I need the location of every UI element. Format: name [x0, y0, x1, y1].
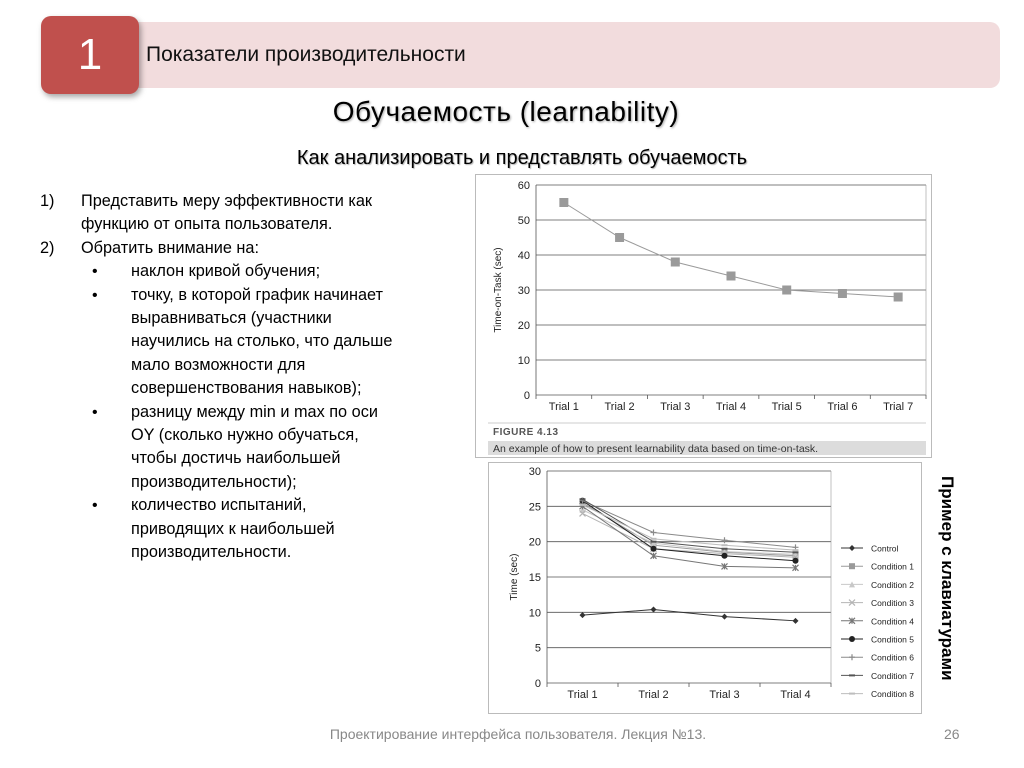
bullet-dot: • — [92, 403, 98, 421]
data-point — [838, 289, 847, 298]
list-marker: 2) — [40, 238, 55, 257]
x-tick-label: Trial 1 — [548, 401, 579, 413]
data-point — [651, 529, 657, 535]
x-tick-label: Trial 2 — [638, 689, 669, 701]
bullet-text: точку, в которой график начинает выравниваться (участники научились на столько, что дальше мало возможности для совершенствования навыков); — [131, 285, 393, 398]
y-tick-label: 30 — [528, 466, 541, 478]
bullet-text: количество испытаний, приводящих к наибольшей производительности. — [131, 496, 335, 562]
keyboard-conditions-chart-svg — [489, 463, 921, 713]
bullet-item — [40, 494, 400, 564]
y-tick-label: 10 — [517, 355, 530, 367]
page-number: 26 — [944, 726, 960, 742]
legend-label: Condition 6 — [871, 652, 915, 663]
vertical-caption — [929, 476, 969, 686]
list-item-text: Обратить внимание на: — [81, 238, 259, 257]
bullet-item — [40, 401, 400, 495]
data-point — [793, 551, 799, 553]
legend-label: Condition 5 — [871, 634, 915, 645]
keyboard-conditions-chart — [488, 462, 922, 714]
section-title: Показатели производительности — [146, 43, 466, 66]
y-tick-label: 0 — [523, 390, 530, 402]
data-point — [651, 546, 657, 552]
data-point — [651, 538, 657, 540]
list-marker: 1) — [40, 192, 55, 210]
data-point — [651, 607, 657, 613]
y-tick-label: 50 — [517, 215, 530, 227]
y-axis-label: Time-on-Task (sec) — [493, 247, 504, 333]
legend-marker — [849, 674, 855, 676]
legend-marker — [849, 545, 855, 551]
y-axis-label: Time (sec) — [509, 553, 520, 601]
data-point — [580, 612, 586, 618]
series-line — [583, 610, 796, 621]
data-point — [894, 293, 903, 302]
list-item — [40, 237, 400, 260]
y-tick-label: 15 — [528, 572, 541, 584]
data-point — [727, 272, 736, 281]
data-point — [580, 504, 586, 506]
learnability-chart-svg — [476, 175, 931, 457]
y-tick-label: 10 — [528, 607, 541, 620]
y-tick-label: 0 — [534, 678, 541, 690]
x-tick-label: Trial 4 — [780, 689, 811, 701]
legend-marker — [849, 636, 855, 642]
data-point — [722, 537, 728, 543]
x-tick-label: Trial 2 — [604, 401, 635, 413]
learnability-chart — [475, 174, 932, 458]
legend-marker — [849, 654, 855, 660]
data-point — [722, 614, 728, 620]
slide-subtitle: Как анализировать и представлять обучаемость — [296, 147, 748, 169]
data-point — [722, 544, 728, 546]
y-tick-label: 20 — [528, 536, 541, 549]
legend-label: Condition 8 — [871, 689, 915, 700]
data-point — [559, 198, 568, 207]
x-tick-label: Trial 4 — [715, 401, 747, 413]
legend-label: Condition 3 — [871, 598, 915, 609]
series-line — [564, 203, 898, 298]
data-point — [671, 258, 680, 267]
data-point — [651, 541, 657, 543]
y-tick-label: 40 — [517, 250, 530, 262]
y-tick-label: 30 — [517, 285, 530, 297]
y-tick-label: 5 — [534, 642, 541, 655]
data-point — [793, 558, 799, 564]
bullet-dot: • — [92, 497, 98, 515]
x-tick-label: Trial 3 — [660, 401, 691, 413]
footer-text: Проектирование интерфейса пользователя. Лекция №13. — [329, 726, 707, 742]
x-tick-label: Trial 3 — [709, 689, 740, 701]
vertical-caption-text: Пример с клавиатурами — [938, 476, 957, 681]
y-tick-label: 20 — [517, 320, 530, 332]
slide-number-badge: 1 — [41, 16, 139, 94]
x-tick-label: Trial 5 — [771, 401, 802, 413]
list-item-text: Представить меру эффективности как функцию от опыта пользователя. — [81, 192, 372, 234]
data-point — [793, 549, 799, 551]
legend-label: Condition 4 — [871, 616, 915, 627]
series-line — [583, 501, 796, 548]
figure-label: FIGURE 4.13 — [493, 427, 559, 438]
data-point — [782, 286, 791, 295]
bullet-item — [40, 260, 400, 283]
legend-label: Condition 2 — [871, 579, 915, 590]
x-tick-label: Trial 6 — [827, 401, 858, 413]
series-line — [583, 501, 796, 561]
body-text — [40, 190, 400, 565]
legend-label: Condition 7 — [871, 670, 915, 681]
series-line — [583, 505, 796, 550]
bullet-item — [40, 284, 400, 401]
bullet-text: разницу между min и max по оси OY (сколько нужно обучаться, чтобы достичь наибольшей производительности); — [131, 402, 378, 491]
data-point — [580, 498, 586, 500]
legend-marker — [849, 693, 855, 695]
data-point — [793, 618, 799, 624]
x-tick-label: Trial 7 — [883, 401, 914, 413]
bullet-text: наклон кривой обучения; — [131, 262, 321, 281]
data-point — [722, 548, 728, 550]
y-tick-label: 60 — [517, 180, 530, 192]
x-tick-label: Trial 1 — [567, 689, 598, 701]
bullet-dot: • — [92, 263, 98, 281]
list-item — [40, 190, 400, 237]
data-point — [615, 233, 624, 242]
bullet-dot: • — [92, 286, 98, 304]
legend-label: Control — [871, 543, 899, 554]
legend-marker — [849, 563, 855, 569]
y-tick-label: 25 — [528, 501, 541, 514]
legend-label: Condition 1 — [871, 561, 915, 572]
figure-caption: An example of how to present learnability data based on time-on-task. — [493, 443, 819, 455]
slide-title: Обучаемость (learnability) — [332, 96, 680, 127]
data-point — [722, 553, 728, 559]
